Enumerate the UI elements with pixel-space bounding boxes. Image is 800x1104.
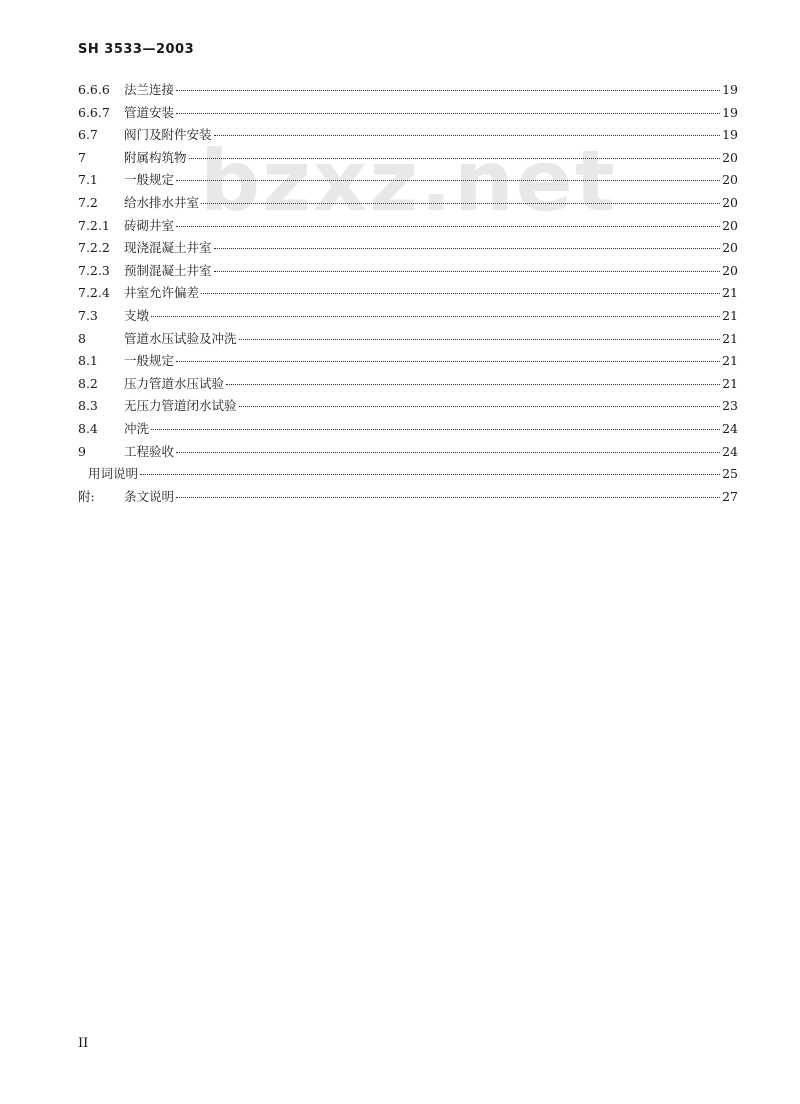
toc-leader-dots xyxy=(151,315,720,317)
toc-leader-dots xyxy=(176,451,720,453)
toc-leader-dots xyxy=(176,179,720,181)
toc-leader-dots xyxy=(189,157,720,159)
toc-entry-number: 7.3 xyxy=(78,307,98,323)
page-number: II xyxy=(78,1036,89,1051)
toc-entry-page: 23 xyxy=(722,398,738,414)
toc-entry-title: 条文说明 xyxy=(124,488,175,504)
toc-leader-dots xyxy=(176,89,720,91)
toc-entry xyxy=(78,148,738,171)
toc-entry-number: 7.2 xyxy=(78,194,98,210)
toc-leader-dots xyxy=(239,405,720,407)
toc-entry-page: 21 xyxy=(722,375,738,391)
toc-leader-dots xyxy=(176,360,720,362)
toc-entry-title: 管道安装 xyxy=(124,104,175,120)
toc-entry-number: 7.2.4 xyxy=(78,285,110,301)
toc-entry-page: 21 xyxy=(722,285,738,301)
toc-entry xyxy=(78,419,738,442)
toc-entry-title: 砖砌井室 xyxy=(124,217,175,233)
toc-leader-dots xyxy=(226,383,720,385)
toc-entry xyxy=(78,329,738,352)
toc-entry-number: 6.7 xyxy=(78,127,98,143)
toc-entry xyxy=(78,487,738,510)
toc-entry-number: 7.1 xyxy=(78,172,98,188)
toc-entry-title: 用词说明 xyxy=(88,466,139,482)
toc-entry-number: 6.6.7 xyxy=(78,104,110,120)
toc-entry xyxy=(78,125,738,148)
toc-entry-title: 井室允许偏差 xyxy=(124,285,200,301)
toc-entry-number: 7.2.3 xyxy=(78,262,110,278)
toc-entry-title: 阀门及附件安装 xyxy=(124,127,212,143)
toc-entry-number: 8.3 xyxy=(78,398,98,414)
toc-entry-number: 8.4 xyxy=(78,420,98,436)
toc-entry-page: 24 xyxy=(722,420,738,436)
toc-entry xyxy=(78,283,738,306)
toc-entry xyxy=(78,351,738,374)
toc-entry xyxy=(78,103,738,126)
toc-entry xyxy=(78,261,738,284)
toc-entry xyxy=(78,306,738,329)
toc-entry-page: 20 xyxy=(722,262,738,278)
toc-entry-page: 21 xyxy=(722,353,738,369)
toc-entry-number: 7.2.2 xyxy=(78,240,110,256)
toc-entry-title: 一般规定 xyxy=(124,172,175,188)
toc-leader-dots xyxy=(176,496,720,498)
toc-leader-dots xyxy=(214,247,720,249)
watermark: bzxz.net xyxy=(200,132,617,230)
toc-entry xyxy=(78,374,738,397)
toc-entry-title: 现浇混凝土井室 xyxy=(124,240,212,256)
toc-entry-title: 管道水压试验及冲洗 xyxy=(124,330,237,346)
table-of-contents xyxy=(78,80,738,509)
toc-leader-dots xyxy=(176,112,720,114)
toc-leader-dots xyxy=(214,134,720,136)
toc-entry xyxy=(78,464,738,487)
toc-entry-number: 6.6.6 xyxy=(78,82,110,97)
toc-entry-title: 附属构筑物 xyxy=(124,149,187,165)
toc-entry xyxy=(78,193,738,216)
toc-entry-number: 9 xyxy=(78,443,86,459)
toc-entry xyxy=(78,442,738,465)
toc-entry-number: 8 xyxy=(78,330,86,346)
toc-entry-page: 21 xyxy=(722,330,738,346)
toc-entry xyxy=(78,396,738,419)
toc-entry-page: 20 xyxy=(722,172,738,188)
toc-leader-dots xyxy=(201,292,720,294)
toc-entry xyxy=(78,80,738,103)
toc-leader-dots xyxy=(151,428,720,430)
toc-leader-dots xyxy=(140,473,720,475)
toc-entry-page: 27 xyxy=(722,488,738,504)
toc-entry-title: 支墩 xyxy=(124,307,150,323)
toc-leader-dots xyxy=(239,338,720,340)
toc-entry xyxy=(78,238,738,261)
toc-entry-title: 一般规定 xyxy=(124,353,175,369)
toc-entry-page: 25 xyxy=(722,466,738,482)
toc-entry-page: 20 xyxy=(722,217,738,233)
toc-entry-number: 8.1 xyxy=(78,353,98,369)
toc-entry-number: 附: xyxy=(78,488,95,504)
toc-leader-dots xyxy=(201,202,720,204)
toc-leader-dots xyxy=(214,270,720,272)
document-code-header: SH 3533—2003 xyxy=(78,42,195,57)
toc-entry-page: 20 xyxy=(722,240,738,256)
toc-entry-page: 19 xyxy=(722,82,738,97)
toc-entry-title: 压力管道水压试验 xyxy=(124,375,225,391)
toc-leader-dots xyxy=(176,225,720,227)
toc-entry-page: 24 xyxy=(722,443,738,459)
toc-entry-page: 20 xyxy=(722,149,738,165)
toc-entry-page: 19 xyxy=(722,104,738,120)
toc-entry-title: 法兰连接 xyxy=(124,82,175,97)
toc-entry-title: 给水排水井室 xyxy=(124,194,200,210)
toc-entry-page: 21 xyxy=(722,307,738,323)
toc-entry-number: 8.2 xyxy=(78,375,98,391)
toc-entry xyxy=(78,216,738,239)
toc-entry-page: 20 xyxy=(722,194,738,210)
toc-entry-number: 7.2.1 xyxy=(78,217,110,233)
toc-entry-page: 19 xyxy=(722,127,738,143)
toc-entry-title: 冲洗 xyxy=(124,420,150,436)
toc-entry-title: 预制混凝土井室 xyxy=(124,262,212,278)
toc-entry xyxy=(78,170,738,193)
toc-entry-title: 无压力管道闭水试验 xyxy=(124,398,237,414)
toc-entry-title: 工程验收 xyxy=(124,443,175,459)
toc-entry-number: 7 xyxy=(78,149,86,165)
